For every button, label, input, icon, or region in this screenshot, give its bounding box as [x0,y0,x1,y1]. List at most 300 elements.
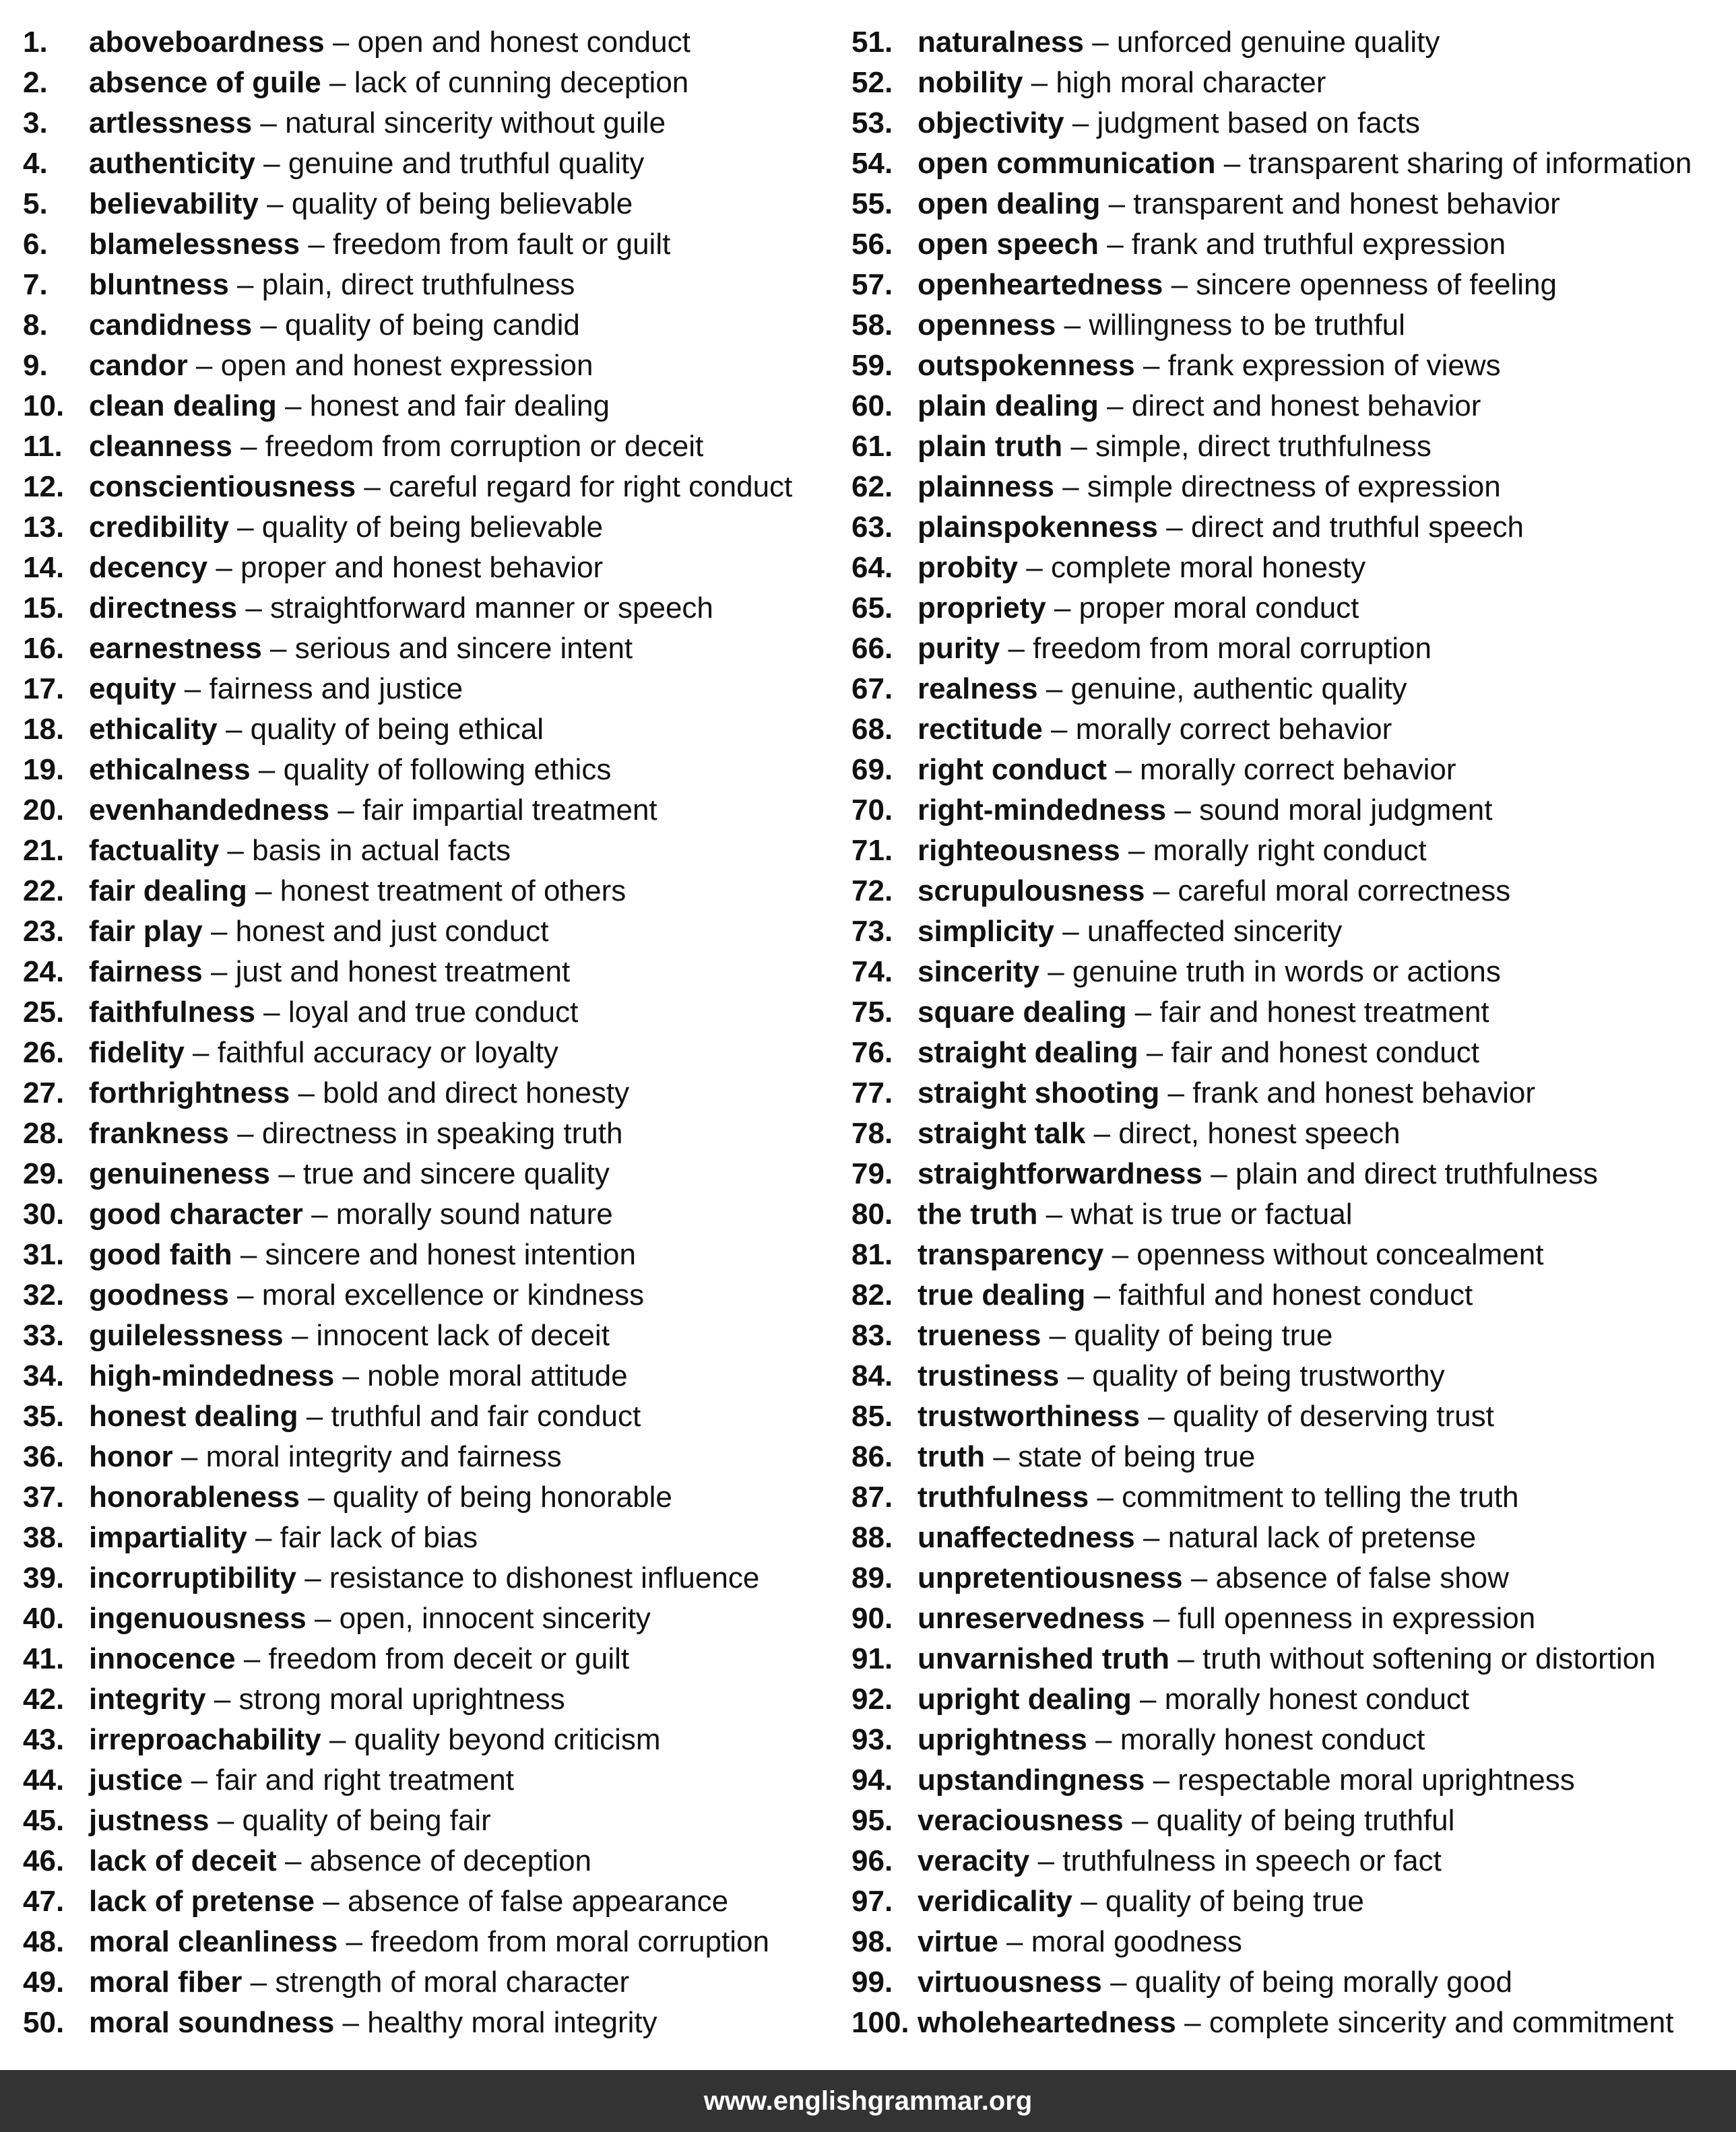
list-item [23,426,831,467]
item-term: true dealing [918,1279,1086,1312]
item-number: 43. [23,1723,65,1756]
item-number: 84. [851,1359,893,1392]
item-term: sincerity [918,955,1039,988]
item-term: believability [89,187,259,220]
list-item [23,265,831,305]
item-separator: – [1145,1602,1178,1635]
item-definition: faithful accuracy or loyalty [217,1036,558,1069]
item-number: 68. [851,713,893,746]
item-separator: – [1072,1885,1105,1918]
item-number: 31. [23,1238,65,1271]
footer-url[interactable]: www.englishgrammar.org [703,2086,1033,2116]
item-definition: honest and just conduct [235,915,549,948]
item-term: fair play [89,915,203,948]
list-item [23,1801,831,1841]
item-separator: – [290,1076,323,1109]
item-definition: quality beyond criticism [354,1723,661,1756]
list-item [23,750,831,790]
item-number: 62. [851,470,893,503]
item-definition: morally correct behavior [1140,753,1456,786]
item-term: guilelessness [89,1319,284,1352]
item-term: irreproachability [89,1723,321,1756]
item-term: propriety [918,591,1046,624]
item-separator: – [252,106,286,139]
item-term: virtue [918,1925,998,1958]
item-definition: just and honest treatment [235,955,571,988]
item-term: right conduct [918,753,1107,786]
item-definition: honest treatment of others [280,874,626,907]
item-number: 72. [851,874,893,907]
list-item [851,467,1727,507]
item-number: 49. [23,1966,65,1999]
item-separator: – [250,753,284,786]
list-item [851,1356,1727,1396]
item-term: truthfulness [918,1481,1089,1514]
item-separator: – [205,1683,239,1716]
item-number: 26. [23,1036,65,1069]
item-number: 47. [23,1885,65,1918]
list-item [23,346,831,386]
item-definition: simple, direct truthfulness [1095,430,1432,463]
item-number: 23. [23,915,65,948]
item-term: moral fiber [89,1966,243,1999]
list-item [23,467,831,507]
item-term: factuality [89,834,220,867]
item-definition: fairness and justice [209,672,463,705]
item-definition: bold and direct honesty [323,1076,630,1109]
item-term: plain truth [918,430,1063,463]
item-number: 54. [851,147,893,180]
item-number: 73. [851,915,893,948]
item-separator: – [1134,1521,1168,1554]
item-definition: quality of being true [1074,1319,1333,1352]
item-separator: – [985,1440,1019,1473]
item-number: 83. [851,1319,893,1352]
item-separator: – [1166,794,1200,827]
item-term: blamelessness [89,228,300,261]
list-item [851,184,1727,224]
item-definition: simple directness of expression [1087,470,1501,503]
item-term: evenhandedness [89,794,330,827]
item-term: earnestness [89,632,262,665]
item-number: 16. [23,632,65,665]
list-item [23,103,831,143]
item-term: ingenuousness [89,1602,307,1635]
list-item [851,669,1727,709]
item-number: 61. [851,430,893,463]
item-definition: freedom from fault or guilt [333,228,671,261]
list-item [23,831,831,871]
item-definition: direct and honest behavior [1131,389,1481,422]
item-term: good faith [89,1238,232,1271]
item-definition: quality of being morally good [1134,1966,1512,1999]
item-number: 44. [23,1764,65,1797]
item-separator: – [1202,1157,1235,1190]
item-definition: fair and right treatment [216,1764,514,1797]
item-term: unvarnished truth [918,1642,1170,1675]
item-term: upstandingness [918,1764,1145,1797]
item-definition: proper and honest behavior [240,551,604,584]
item-number: 4. [23,147,48,180]
list-item [851,22,1727,63]
item-number: 48. [23,1925,65,1958]
list-item [851,1962,1727,2003]
item-number: 6. [23,228,48,261]
item-number: 34. [23,1359,65,1392]
item-number: 56. [851,228,893,261]
item-separator: – [228,268,262,301]
list-item [851,1841,1727,1881]
item-definition: truthful and fair conduct [331,1400,641,1433]
list-item [851,628,1727,669]
item-term: scrupulousness [918,874,1145,907]
item-definition: sincere and honest intention [265,1238,636,1271]
item-number: 14. [23,551,65,584]
item-term: moral cleanliness [89,1925,338,1958]
item-term: virtuousness [918,1966,1102,1999]
item-separator: – [242,1966,276,1999]
item-term: uprightness [918,1723,1087,1756]
item-term: genuineness [89,1157,270,1190]
item-definition: respectable moral uprightness [1178,1764,1575,1797]
item-number: 17. [23,672,65,705]
list-item [851,1922,1727,1962]
list-item [23,1598,831,1639]
item-number: 15. [23,591,65,624]
list-item [23,1518,831,1558]
item-definition: quality of being believable [291,187,633,220]
item-term: lack of pretense [89,1885,315,1918]
item-definition: unaffected sincerity [1087,915,1343,948]
item-term: good character [89,1198,303,1231]
item-number: 82. [851,1279,893,1312]
item-separator: – [1215,147,1249,180]
item-separator: – [1042,713,1076,746]
item-term: goodness [89,1279,229,1312]
list-item [23,1922,831,1962]
item-separator: – [1123,1804,1157,1837]
item-number: 92. [851,1683,893,1716]
item-number: 53. [851,106,893,139]
item-term: realness [918,672,1038,705]
item-separator: – [1098,228,1132,261]
item-separator: – [299,1481,333,1514]
item-separator: – [276,389,310,422]
item-number: 87. [851,1481,893,1514]
item-number: 42. [23,1683,65,1716]
item-definition: fair and honest conduct [1171,1036,1479,1069]
item-number: 35. [23,1400,65,1433]
item-separator: – [1018,551,1052,584]
item-definition: straightforward manner or speech [270,591,713,624]
item-term: lack of deceit [89,1844,277,1877]
item-term: open dealing [918,187,1101,220]
list-item [23,548,831,588]
item-term: honorableness [89,1481,300,1514]
item-definition: directness in speaking truth [261,1117,623,1150]
item-number: 32. [23,1279,65,1312]
item-term: unpretentiousness [918,1561,1183,1594]
list-item [23,1033,831,1073]
item-term: integrity [89,1683,206,1716]
item-term: the truth [918,1198,1038,1231]
item-term: moral soundness [89,2006,335,2039]
item-separator: – [1158,511,1191,544]
item-definition: freedom from deceit or guilt [268,1642,630,1675]
item-term: plainness [918,470,1054,503]
item-number: 77. [851,1076,893,1109]
item-separator: – [1103,1238,1137,1271]
item-definition: open and honest expression [220,349,593,382]
item-number: 58. [851,309,893,342]
item-separator: – [1029,1844,1063,1877]
item-separator: – [283,1319,317,1352]
item-separator: – [334,1359,368,1392]
item-separator: – [1023,66,1056,99]
item-term: unaffectedness [918,1521,1135,1554]
item-term: honor [89,1440,173,1473]
item-number: 74. [851,955,893,988]
item-separator: – [321,1723,354,1756]
item-number: 85. [851,1400,893,1433]
item-separator: – [232,430,265,463]
item-separator: – [1169,1642,1202,1675]
item-separator: – [228,511,262,544]
list-item [23,1639,831,1679]
item-number: 24. [23,955,65,988]
item-separator: – [356,470,389,503]
item-term: justness [89,1804,210,1837]
item-number: 97. [851,1885,893,1918]
list-item [23,1275,831,1316]
list-item [851,1194,1727,1235]
item-term: fidelity [89,1036,185,1069]
item-definition: freedom from moral corruption [371,1925,769,1958]
item-definition: moral integrity and fairness [205,1440,562,1473]
list-item [23,790,831,831]
item-number: 90. [851,1602,893,1635]
list-item [23,1720,831,1760]
item-definition: lack of cunning deception [354,66,689,99]
item-separator: – [247,874,280,907]
list-item [23,1881,831,1922]
item-definition: commitment to telling the truth [1122,1481,1519,1514]
list-item [23,709,831,750]
item-number: 88. [851,1521,893,1554]
item-number: 8. [23,309,48,342]
item-separator: – [1134,349,1168,382]
item-separator: – [321,66,354,99]
item-definition: morally honest conduct [1164,1683,1470,1716]
list-item [851,1396,1727,1437]
list-item [851,305,1727,346]
item-number: 78. [851,1117,893,1150]
list-item [851,911,1727,952]
item-separator: – [329,794,362,827]
item-separator: – [228,1117,262,1150]
item-separator: – [172,1440,206,1473]
list-item [23,911,831,952]
item-separator: – [1037,1198,1071,1231]
item-definition: quality of deserving trust [1172,1400,1494,1433]
item-term: open communication [918,147,1216,180]
list-item [23,1558,831,1598]
footer-bar [0,2070,1736,2132]
item-number: 69. [851,753,893,786]
item-separator: – [1041,1319,1074,1352]
list-item [851,1235,1727,1275]
item-separator: – [324,26,358,59]
item-separator: – [1085,1279,1119,1312]
list-item [851,507,1727,548]
item-number: 22. [23,874,65,907]
item-separator: – [252,309,286,342]
item-definition: complete moral honesty [1051,551,1366,584]
item-term: wholeheartedness [918,2006,1176,2039]
list-item [23,63,831,103]
item-term: honest dealing [89,1400,298,1433]
item-term: veraciousness [918,1804,1124,1837]
list-item [23,1356,831,1396]
list-item [23,952,831,992]
list-item [851,1598,1727,1639]
item-term: straight shooting [918,1076,1160,1109]
item-separator: – [1059,1359,1093,1392]
item-definition: state of being true [1018,1440,1256,1473]
item-definition: complete sincerity and commitment [1209,2006,1674,2039]
item-separator: – [1126,996,1160,1029]
item-separator: – [1138,1036,1171,1069]
item-definition: quality of being fair [242,1804,491,1837]
list-item [23,143,831,184]
item-term: absence of guile [89,66,321,99]
list-item [23,1841,831,1881]
item-number: 33. [23,1319,65,1352]
item-number: 25. [23,996,65,1029]
list-item [23,588,831,628]
item-number: 5. [23,187,48,220]
item-number: 1. [23,26,48,59]
list-item [851,224,1727,265]
item-number: 45. [23,1804,65,1837]
list-item [851,63,1727,103]
item-term: straightforwardness [918,1157,1202,1190]
item-separator: – [1056,309,1089,342]
item-number: 75. [851,996,893,1029]
list-item [851,143,1727,184]
list-item [851,1437,1727,1477]
item-separator: – [209,1804,243,1837]
item-separator: – [300,228,333,261]
item-term: nobility [918,66,1023,99]
item-definition: absence of deception [309,1844,592,1877]
item-term: ethicality [89,713,218,746]
item-term: credibility [89,511,229,544]
item-number: 99. [851,1966,893,1999]
item-separator: – [1145,1764,1178,1797]
item-definition: natural sincerity without guile [285,106,666,139]
item-term: probity [918,551,1019,584]
item-term: clean dealing [89,389,277,422]
item-number: 13. [23,511,65,544]
list-item [23,1154,831,1194]
item-separator: – [315,1885,348,1918]
item-number: 59. [851,349,893,382]
item-definition: transparent sharing of information [1248,147,1692,180]
item-number: 50. [23,2006,65,2039]
item-separator: – [217,713,251,746]
item-term: veracity [918,1844,1030,1877]
list-item [851,1760,1727,1801]
item-definition: quality of being believable [261,511,604,544]
item-separator: – [202,955,236,988]
item-definition: healthy moral integrity [367,2006,657,2039]
item-definition: direct, honest speech [1118,1117,1401,1150]
item-number: 86. [851,1440,893,1473]
list-item [23,224,831,265]
item-separator: – [247,1521,280,1554]
item-number: 66. [851,632,893,665]
item-separator: – [1062,430,1096,463]
item-separator: – [1120,834,1153,867]
list-item [851,2003,1727,2043]
item-separator: – [1087,1723,1120,1756]
list-item [851,1801,1727,1841]
item-definition: frank expression of views [1167,349,1501,382]
item-definition: unforced genuine quality [1116,26,1440,59]
item-number: 67. [851,672,893,705]
item-separator: – [255,147,288,180]
item-definition: sincere openness of feeling [1196,268,1557,301]
item-number: 98. [851,1925,893,1958]
item-number: 9. [23,349,48,382]
list-item [851,386,1727,426]
list-item [851,1154,1727,1194]
list-item [23,628,831,669]
item-definition: what is true or factual [1070,1198,1353,1231]
item-definition: frank and honest behavior [1192,1076,1536,1109]
item-term: plainspokenness [918,511,1159,544]
item-definition: morally sound nature [335,1198,613,1231]
item-term: authenticity [89,147,255,180]
item-number: 71. [851,834,893,867]
item-term: veridicality [918,1885,1072,1918]
item-term: impartiality [89,1521,247,1554]
list-item [851,1639,1727,1679]
item-number: 40. [23,1602,65,1635]
item-number: 20. [23,794,65,827]
item-definition: genuine, authentic quality [1070,672,1407,705]
item-number: 63. [851,511,893,544]
item-number: 46. [23,1844,65,1877]
item-definition: fair lack of bias [280,1521,478,1554]
item-separator: – [337,1925,371,1958]
item-definition: quality of following ethics [283,753,612,786]
item-definition: fair and honest treatment [1159,996,1489,1029]
item-term: faithfulness [89,996,255,1029]
item-definition: open and honest conduct [357,26,690,59]
list-item [851,1113,1727,1154]
list-item [23,507,831,548]
item-definition: quality of being true [1105,1885,1364,1918]
item-separator: – [1046,591,1079,624]
list-item [851,1033,1727,1073]
item-separator: – [298,1400,331,1433]
item-number: 28. [23,1117,65,1150]
list-item [851,790,1727,831]
item-definition: strength of moral character [275,1966,630,1999]
item-separator: – [258,187,292,220]
